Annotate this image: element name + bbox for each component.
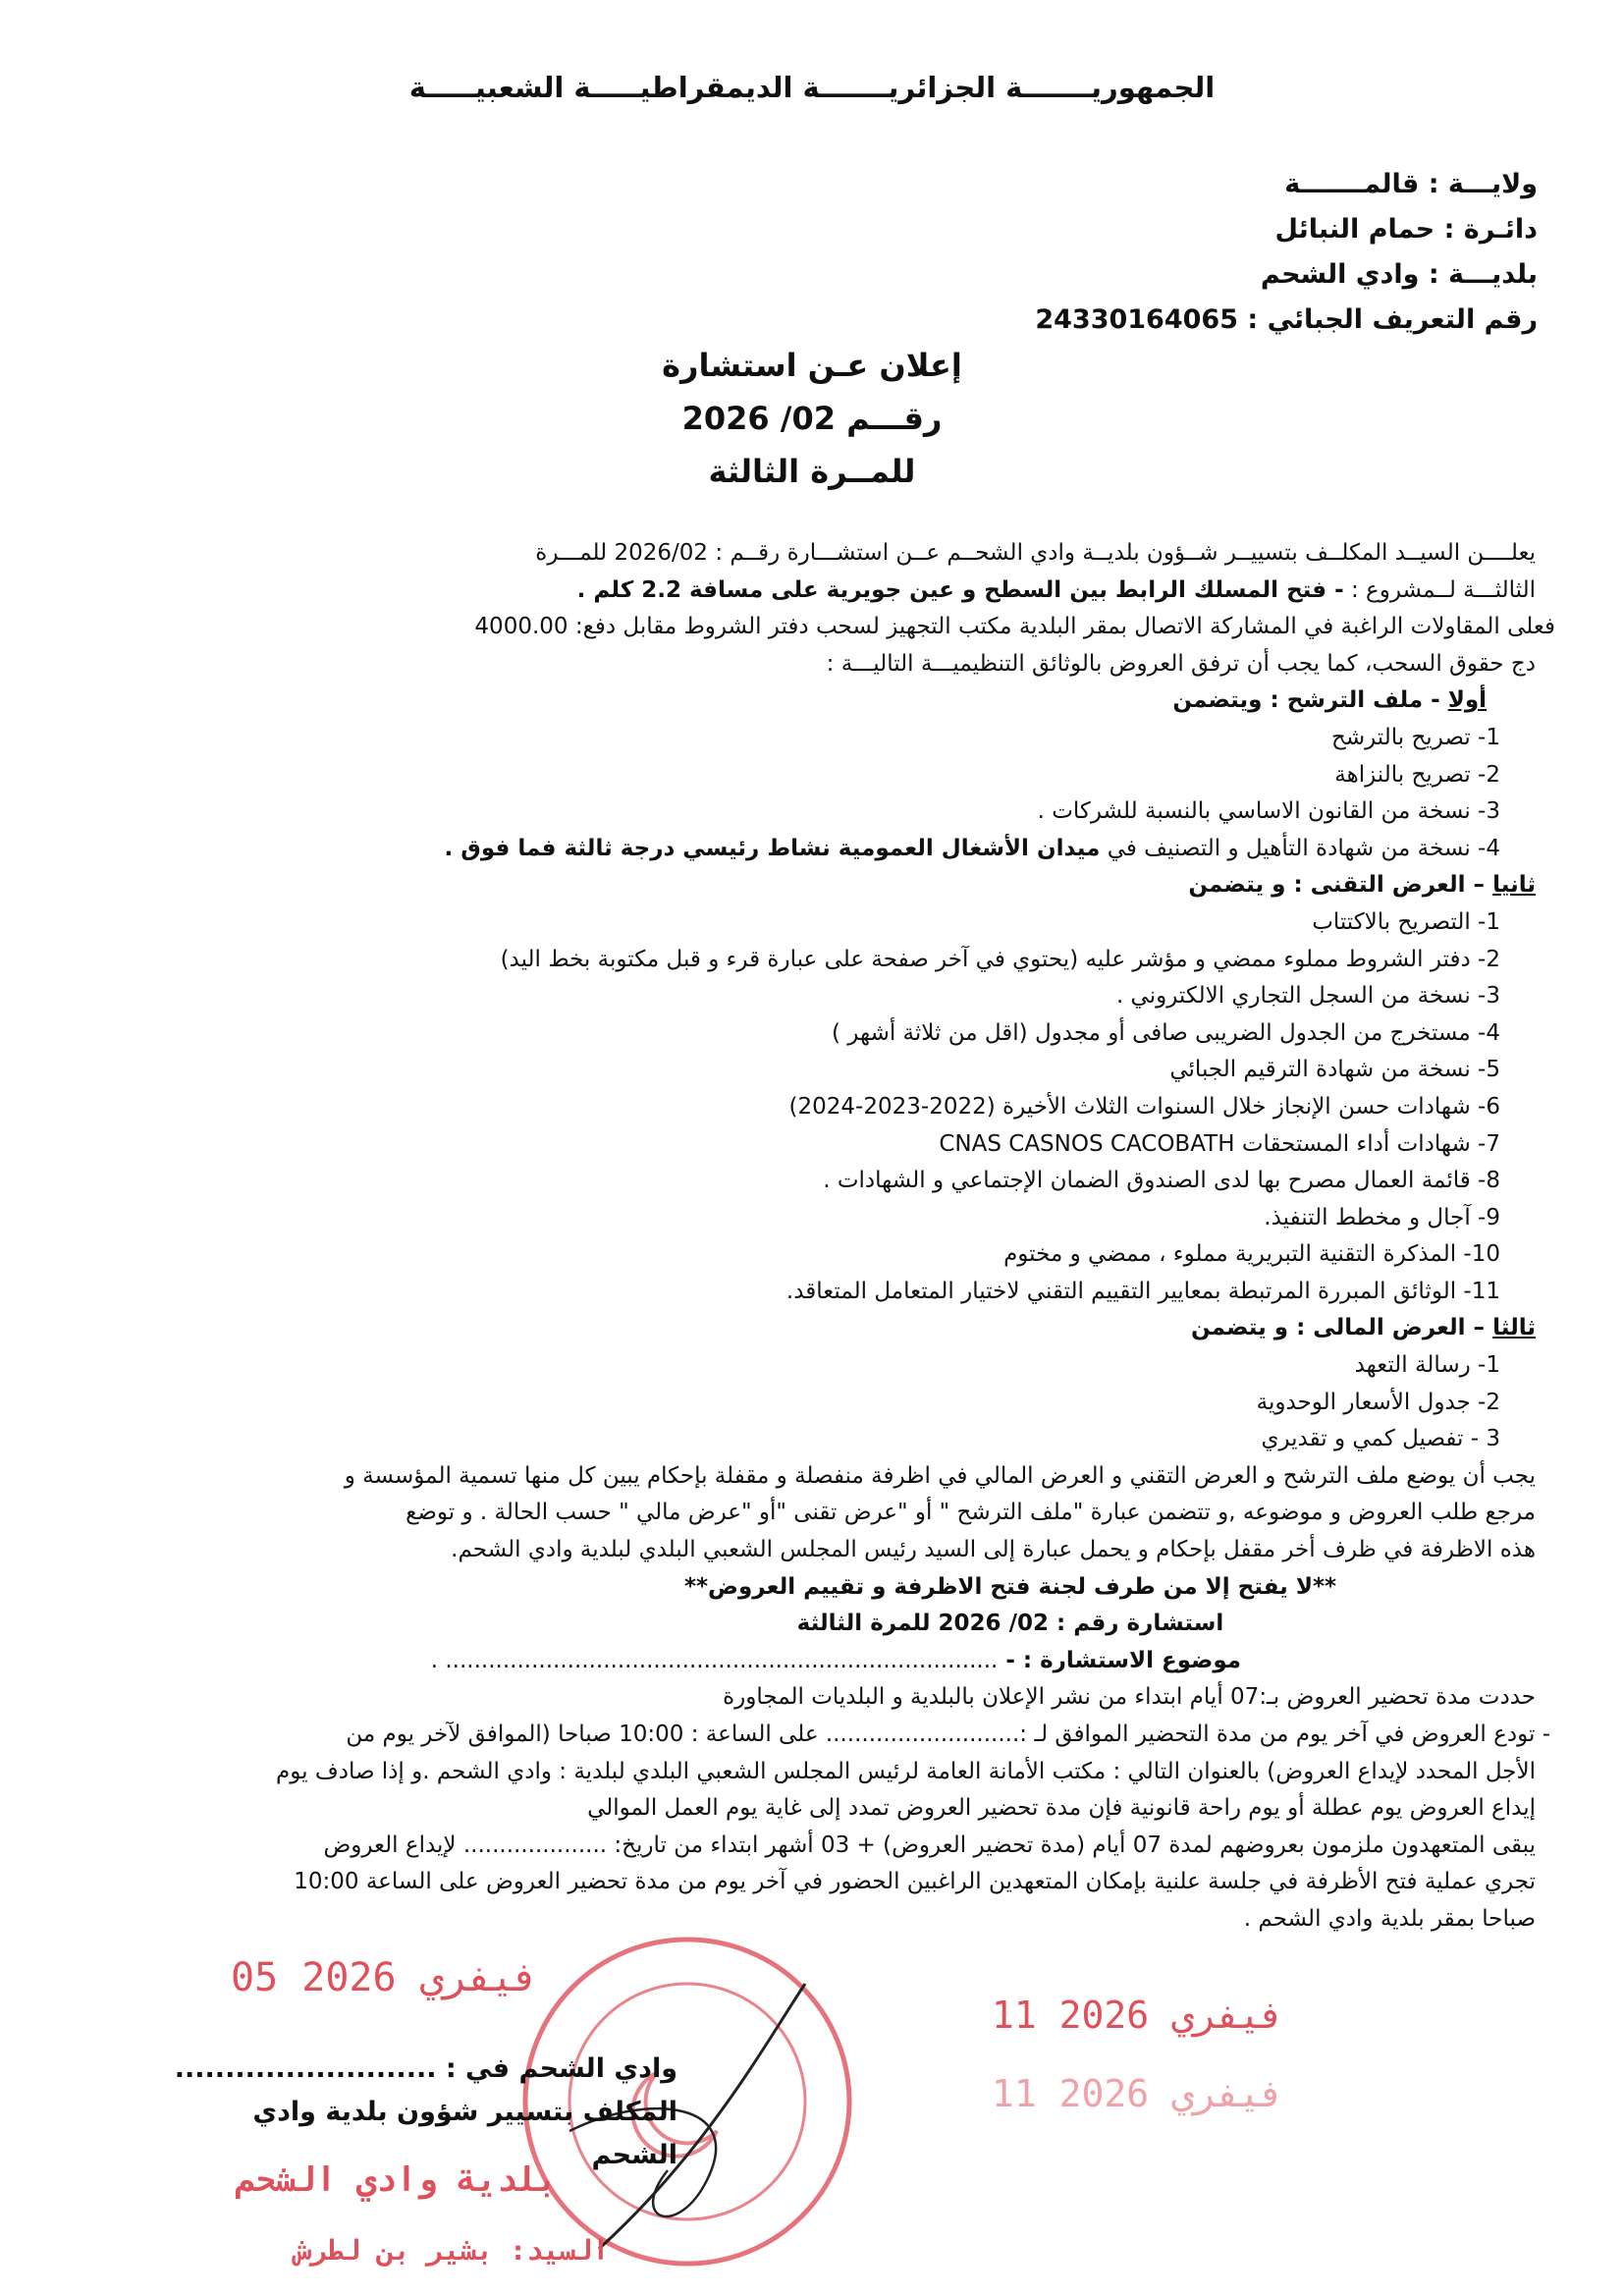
deposit-date-stamp-faint bbox=[992, 2072, 1283, 2117]
terms-line: الأجل المحدد لإيداع العروض) بالعنوان التالي : مكتب الأمانة العامة لرئيس المجلس الشعبي البلدي لبلدية : وادي الشحم .و إذا صادف يوم bbox=[276, 1758, 1536, 1784]
deposit-date-stamp bbox=[992, 1994, 1283, 2039]
commune: بلديـــة : وادي الشحم bbox=[1260, 259, 1538, 290]
list-item: 2- دفتر الشروط مملوء ممضي و مؤشر عليه (يحتوي في آخر صفحة على عبارة قرء و قبل مكتوبة بخط اليد) bbox=[500, 946, 1500, 972]
stamp-text: 11 فيفري 2026 bbox=[992, 1994, 1284, 2037]
subject-blank: ............................................................................. . bbox=[430, 1647, 999, 1673]
title-number: رقـــم 02/ 2026 bbox=[681, 400, 943, 437]
wilaya: ولايـــة : قالمـــــــة bbox=[1284, 169, 1538, 199]
issue-date-stamp bbox=[231, 1954, 538, 2001]
item-bold: ميدان الأشغال العمومية نشاط رئيسي درجة ثالثة فما فوق . bbox=[444, 835, 1101, 861]
republic-heading: الجمهوريـــــــة الجزائريـــــــة الديمقراطيـــــة الشعبيـــــة bbox=[408, 71, 1216, 104]
intro-line: يعلــــن السيــد المكلــف بتسييــر شــؤون بلديــة وادي الشحــم عــن استشـــارة رقــم : 2026/02 للمـــرة bbox=[535, 540, 1536, 566]
seal-signer-text: السيد: بشير بن لطرش bbox=[295, 2234, 610, 2267]
intro-line: دج حقوق السحب، كما يجب أن ترفق العروض بالوثائق التنظيميـــة التاليـــة : bbox=[826, 650, 1536, 677]
terms-line: - تودع العروض في آخر يوم من مدة التحضير الموافق لـ :........................... على الساعة : 10:00 صباحا (الموافق لآخر يوم من bbox=[346, 1722, 1550, 1747]
tax-id-value: 24330164065 bbox=[1035, 304, 1238, 335]
tax-id bbox=[1035, 298, 1538, 343]
project-label: الثالثـــة لــمشروع : bbox=[1343, 576, 1536, 603]
list-item: 10- المذكرة التقنية التبريرية مملوء ، ممضي و مختوم bbox=[1003, 1241, 1500, 1268]
terms-line: تجري عملية فتح الأظرفة في جلسة علنية بإمكان المتعهدين الراغبين الحضور في آخر يوم من مدة تحضير العروض على الساعة 10:00 bbox=[294, 1869, 1536, 1895]
opening-notice: **لا يفتح إلا من طرف لجنة فتح الاظرفة و تقييم العروض** bbox=[683, 1573, 1336, 1600]
item-text: 4- نسخة من شهادة التأهيل و التصنيف في bbox=[1100, 835, 1500, 861]
list-item bbox=[161, 831, 1536, 868]
terms-line: يبقى المتعهدون ملزمون بعروضهم لمدة 07 أيام (مدة تحضير العروض) + 03 أشهر ابتداء من تاريخ: .................... لإيداع العروض bbox=[323, 1831, 1536, 1858]
envelope-paragraph: هذه الاظرفة في ظرف أخر مقفل بإحكام و يحمل عبارة إلى السيد رئيس المجلس الشعبي البلدي لبلدية وادي الشحم. bbox=[451, 1537, 1536, 1563]
consultation-subject bbox=[161, 1643, 1536, 1680]
list-item: 5- نسخة من شهادة الترقيم الجبائي bbox=[1169, 1057, 1500, 1083]
list-item: 6- شهادات حسن الإنجاز خلال السنوات الثلاث الأخيرة (2022-2023-2024) bbox=[788, 1093, 1500, 1120]
title-round: للمــرة الثالثة bbox=[708, 453, 916, 490]
subject-label: موضوع الاستشارة : - bbox=[998, 1647, 1241, 1673]
consultation-ref: استشارة رقم : 02/ 2026 للمرة الثالثة bbox=[796, 1611, 1224, 1637]
tax-id-label: رقم التعريف الجبائي : bbox=[1247, 304, 1538, 335]
section-label: - ملف الترشح : ويتضمن bbox=[1172, 687, 1448, 714]
list-item: 8- قائمة العمال مصرح بها لدى الصندوق الضمان الإجتماعي و الشهادات . bbox=[823, 1168, 1500, 1194]
section-technical-title bbox=[161, 867, 1536, 904]
section-number: ثانيا bbox=[1492, 872, 1536, 899]
seal-commune-text: بلدية وادي الشحم bbox=[236, 2160, 558, 2200]
list-item: 2- تصريح بالنزاهة bbox=[1334, 761, 1500, 788]
list-item: 1- التصريح بالاكتتاب bbox=[1312, 908, 1500, 935]
section-candidature-title bbox=[161, 683, 1536, 720]
envelope-paragraph: يجب أن يوضع ملف الترشح و العرض التقني و العرض المالي في اظرفة منفصلة و مقفلة بإحكام يبين كل منها تسمية المؤسسة و bbox=[344, 1462, 1536, 1489]
document-body bbox=[161, 535, 1555, 1939]
list-item: 7- شهادات أداء المستحقات CNAS CASNOS CACOBATH bbox=[939, 1130, 1500, 1157]
intro-line: فعلى المقاولات الراغبة في المشاركة الاتصال بمقر البلدية مكتب التجهيز لسحب دفتر الشروط مقابل دفع: 4000.00 bbox=[474, 614, 1555, 640]
section-label: – العرض المالى : و يتضمن bbox=[1190, 1315, 1493, 1341]
list-item: 11- الوثائق المبررة المرتبطة بمعايير التقييم التقني لاختيار المتعامل المتعاقد. bbox=[785, 1278, 1500, 1304]
document-title bbox=[0, 339, 1624, 498]
section-financial-title bbox=[161, 1310, 1536, 1347]
signature-block bbox=[167, 2048, 677, 2177]
daira: دائـرة : حمام النبائل bbox=[1274, 214, 1538, 245]
list-item: 3 - تفصيل كمي و تقديري bbox=[1261, 1426, 1500, 1452]
list-item: 2- جدول الأسعار الوحدوية bbox=[1256, 1389, 1500, 1415]
stamp-text: 11 فيفري 2026 bbox=[992, 2072, 1284, 2115]
intro-project bbox=[161, 573, 1536, 610]
list-item: 3- نسخة من القانون الاساسي بالنسبة للشركات . bbox=[1037, 798, 1500, 825]
list-item: 4- مستخرج من الجدول الضريبى صافى أو مجدول (اقل من ثلاثة أشهر ) bbox=[832, 1019, 1500, 1046]
terms-line: حددت مدة تحضير العروض بـ:07 أيام ابتداء من نشر الإعلان بالبلدية و البلديات المجاورة bbox=[723, 1684, 1536, 1711]
section-label: – العرض التقنى : و يتضمن bbox=[1188, 872, 1493, 899]
title-line: إعلان عـن استشارة bbox=[662, 347, 962, 384]
signature-place: وادي الشحم في : .......................... bbox=[174, 2053, 677, 2084]
section-number: أولا bbox=[1447, 687, 1487, 714]
list-item: 3- نسخة من السجل التجاري الالكتروني . bbox=[1115, 983, 1500, 1010]
section-number: ثالثا bbox=[1492, 1315, 1536, 1341]
list-item: 9- آجال و مخطط التنفيذ. bbox=[1264, 1204, 1500, 1230]
terms-line: إيداع العروض يوم عطلة أو يوم راحة قانونية فإن مدة تحضير العروض تمدد إلى غاية يوم العمل الموالي bbox=[587, 1795, 1536, 1822]
envelope-paragraph: مرجع طلب العروض و موضوعه ,و تتضمن عبارة "ملف الترشح " أو "عرض تقنى "أو "عرض مالي " حسب الحالة . و توضع bbox=[406, 1500, 1536, 1526]
terms-line: صباحا بمقر بلدية وادي الشحم . bbox=[1243, 1905, 1536, 1932]
signature-signer: المكلف بتسيير شؤون بلدية وادي الشحم bbox=[252, 2097, 677, 2170]
list-item: 1- تصريح بالترشح bbox=[1330, 724, 1500, 750]
stamp-text: 05 فيفري 2026 bbox=[231, 1955, 539, 2000]
administrative-header bbox=[1035, 162, 1538, 343]
project-name: - فتح المسلك الرابط بين السطح و عين جويرية على مسافة 2.2 كلم . bbox=[576, 576, 1344, 603]
list-item: 1- رسالة التعهد bbox=[1354, 1352, 1500, 1379]
